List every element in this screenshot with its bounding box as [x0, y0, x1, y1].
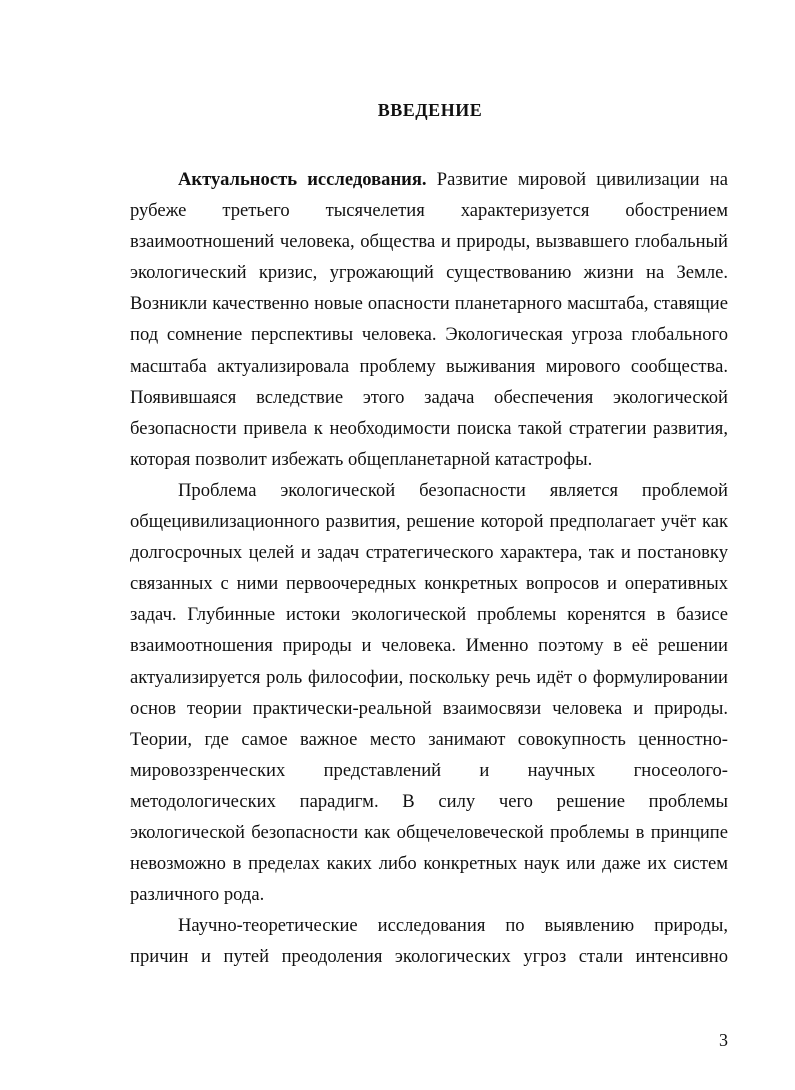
- paragraph-lead: Актуальность исследования.: [178, 169, 427, 190]
- paragraph-research: [130, 910, 728, 972]
- paragraph-text: Проблема экологической безопасности является проблемой общецивилизационного развития, решение которой предполагает учёт как долгосрочных целей и задач стратегического характера, так и постановку связанных с ними первоочередных конкретных вопросов и оперативных задач. Глубинные истоки экологической проблемы коренятся в базисе взаимоотношения природы и человека. Именно поэтому в её решении актуализируется роль философии, поскольку речь идёт о формулировании основ теории практически-реальной взаимосвязи человека и природы. Теории, где самое важное место занимают совокупность ценностно-мировоззренческих представлений и научных гносеолого-методологических парадигм. В силу чего решение проблемы экологической безопасности как общечеловеческой проблемы в принципе невозможно в пределах каких либо конкретных наук или даже их систем различного рода.: [130, 479, 728, 906]
- paragraph-text: Развитие мировой цивилизации на рубеже третьего тысячелетия характеризуется обострением взаимоотношений человека, общества и природы, вызвавшего глобальный экологический кризис, угрожающий существованию жизни на Земле. Возникли качественно новые опасности планетарного масштаба, ставящие под сомнение перспективы человека. Экологическая угроза глобального масштаба актуализировала проблему выживания мирового сообщества. Появившаяся вследствие этого задача обеспечения экологической безопасности привела к необходимости поиска такой стратегии развития, которая позволит избежать общепланетарной катастрофы.: [130, 169, 728, 470]
- paragraph-text: Научно-теоретические исследования по выявлению природы, причин и путей преодоления экологических угроз стали интенсивно: [130, 915, 728, 968]
- section-heading: ВВЕДЕНИЕ: [377, 100, 483, 120]
- paragraph-problem: [130, 475, 728, 910]
- paragraph-relevance: [130, 164, 728, 475]
- body-text: [130, 164, 728, 972]
- page-number: 3: [719, 1030, 728, 1050]
